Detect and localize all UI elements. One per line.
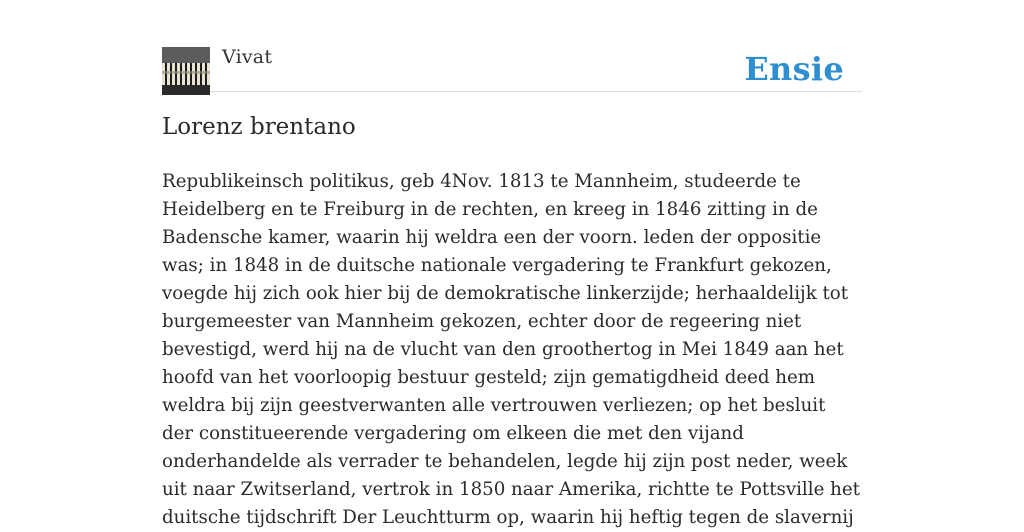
- author-name[interactable]: Vivat: [222, 46, 273, 68]
- page: [162, 0, 862, 528]
- piano-keys-avatar-icon: [162, 47, 210, 95]
- brand-logo[interactable]: Ensie: [744, 50, 844, 88]
- article-body: Republikeinsch politikus, geb 4Nov. 1813 te Mannheim, studeerde te Heidelberg en te Freiburg in de rechten, en kreeg in 1846 zitting in de Badensche kamer, waarin hij weldra een der voorn. leden der oppositie was; in 1848 in de duitsche nationale vergadering te Frankfurt gekozen, voegde hij zich ook hier bij de demokratische linkerzijde; herhaaldelijk tot burgemeester van Mannheim gekozen, echter door de regeering niet bevestigd, werd hij na de vlucht van den groothertog in Mei 1849 aan het hoofd van het voorloopig bestuur gesteld; zijn gematigdheid deed hem weldra bij zijn geestverwanten alle vertrouwen verliezen; op het besluit der constitueerende vergadering om elkeen die met den vijand onderhandelde als verrader te behandelen, legde hij zijn post neder, week uit naar Zwitserland, vertrok in 1850 naar Amerika, richtte te Pottsville het duitsche tijdschrift Der Leuchtturm op, waarin hij heftig tegen de slavernij: [162, 171, 860, 528]
- article-title: Lorenz brentano: [162, 114, 356, 140]
- header: [162, 0, 862, 92]
- author-avatar[interactable]: [162, 47, 210, 95]
